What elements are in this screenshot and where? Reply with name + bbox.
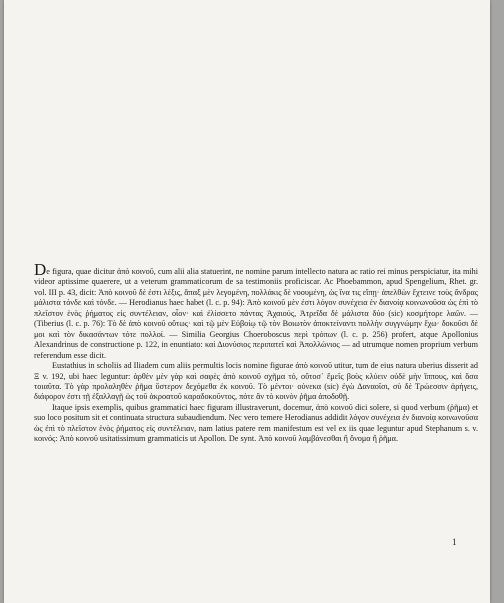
paragraph-3 bbox=[34, 403, 478, 445]
paragraph-1-text: e figura, quae dicitur ἀπὸ κοινοῦ, cum alii alia statuerint, ne nomine parum intellecto natura ac ratio rei minus perspiciatur, ita mihi videor aptissime quaerere, ut a veterum grammaticorum de sa testimoniis proficiscar. Ac Phoebammon, apud Spengelium, Rhet. gr. vol. III p. 43, dicit: Ἀπὸ κοινοῦ δέ ἐστι λέξις, ἅπαξ μὲν λεγομένη, πολλάκις δὲ νοουμένη, ὡς ἵνα τις εἴπῃ· ἀπελθὼν ἔχτεινε τοὺς ἄνδρας μάλιστα τόνδε καὶ τόνδε. — Herodianus haec habet (l. c. p. 94): Ἀπὸ κοινοῦ μὲν ἐστι λόγον συνέχεια ἐν διανοίᾳ κοινωνοῦσα ὡς ἐπὶ τὸ πλεῖστον ἑνὸς ῥήματος εἰς συντέλειαν, οἷον· καὶ ἐλίσσετο πάντας Ἀχαιούς, Ἀτρεΐδα δὲ μάλιστα δύο (sic) κοσμήτορε λαῶν. — (Tiberius (l. c. p. 76): Τὸ δὲ ἀπὸ κοινοῦ οὕτως· καὶ τῷ μὲν Εὐβοίῳ τῷ τὸν Βοιωτὸν ἀποκτείναντι πολλὴν συγγνώμην ἔχω· δοκοῦσι δὲ μοι καὶ τὸν δικασάντων τότε πολλοί. — Similia Georgius Choeroboscus περὶ τρόπων (l. c. p. 256) profert, atque Apollonius Alexandrinus de constructione p. 122, in enuntiato: καὶ Διονύσιος περιπατεῖ καὶ Ἀπολλώνιος — ad utrumque nomen proprium verbum referendum esse dicit. bbox=[34, 267, 478, 360]
paragraph-2 bbox=[34, 361, 478, 403]
drop-cap: D bbox=[34, 260, 47, 279]
paragraph-2-text: Eustathius in scholiis ad Iliadem cum aliis permultis locis nomine figurae ἀπὸ κοινοῦ utitur, tum de eius natura uberius disserit ad Ξ v. 192, ubi haec leguntur: ἀρθὲν μὲν γὰρ καὶ σαφὲς ἀπὸ κοινοῦ σχῆμα τό, οὔτοσ᾽ ἔμεῖς βοὺς κλύειν οὐδὲ μὴν ἵππους, καὶ ὅσα τοιαῦτα. Τὸ γὰρ προλαληθὲν ῥῆμα ὕστερον δεχόμεθα ἐκ κοινοῦ. Τὸ μέντοι· οὐνεκα (sic) ἐγὼ Δαναοῖσι, σὺ δὲ Τρώεσσιν ἀρήγεις, διάφορον ἐστι τῇ ἐξαλλαγῇ ὡς τοῦ ἀκροατοῦ καραδοκοῦντος, πότε ἂν τὸ κοινὸν ῥῆμα ἀποδοθῇ. bbox=[34, 361, 478, 402]
body-text bbox=[34, 260, 478, 445]
document-page bbox=[4, 0, 490, 603]
paragraph-3-text: Itaque ipsis exemplis, quibus grammatici haec figuram illustraverunt, docemur, ἀπὸ κοινοῦ dici solere, si quod verbum (ῥῆμα) et suo loco positum sit et continuata structura subaudiendum. Nec vero temere Herodianus addidit λόγον συνέχεια ἐν διανοίᾳ κοινωνοῦσα ὡς ἐπὶ τὸ πλεῖστον ἑνὸς ῥήματος εἰς συντέλειαν, nam latius patere rem manifestum est vel ex iis quae leguntur apud Stephanum s. v. κοινός: Ἀπὸ κοινοῦ usitatissimum grammaticis ut Apollon. De synt. Ἀπὸ κοινοῦ λαμβάνεσθαι ἢ ὄνομα ἢ ῥῆμα. bbox=[34, 402, 478, 444]
page-number: 1 bbox=[452, 537, 457, 547]
paragraph-1 bbox=[34, 260, 478, 361]
